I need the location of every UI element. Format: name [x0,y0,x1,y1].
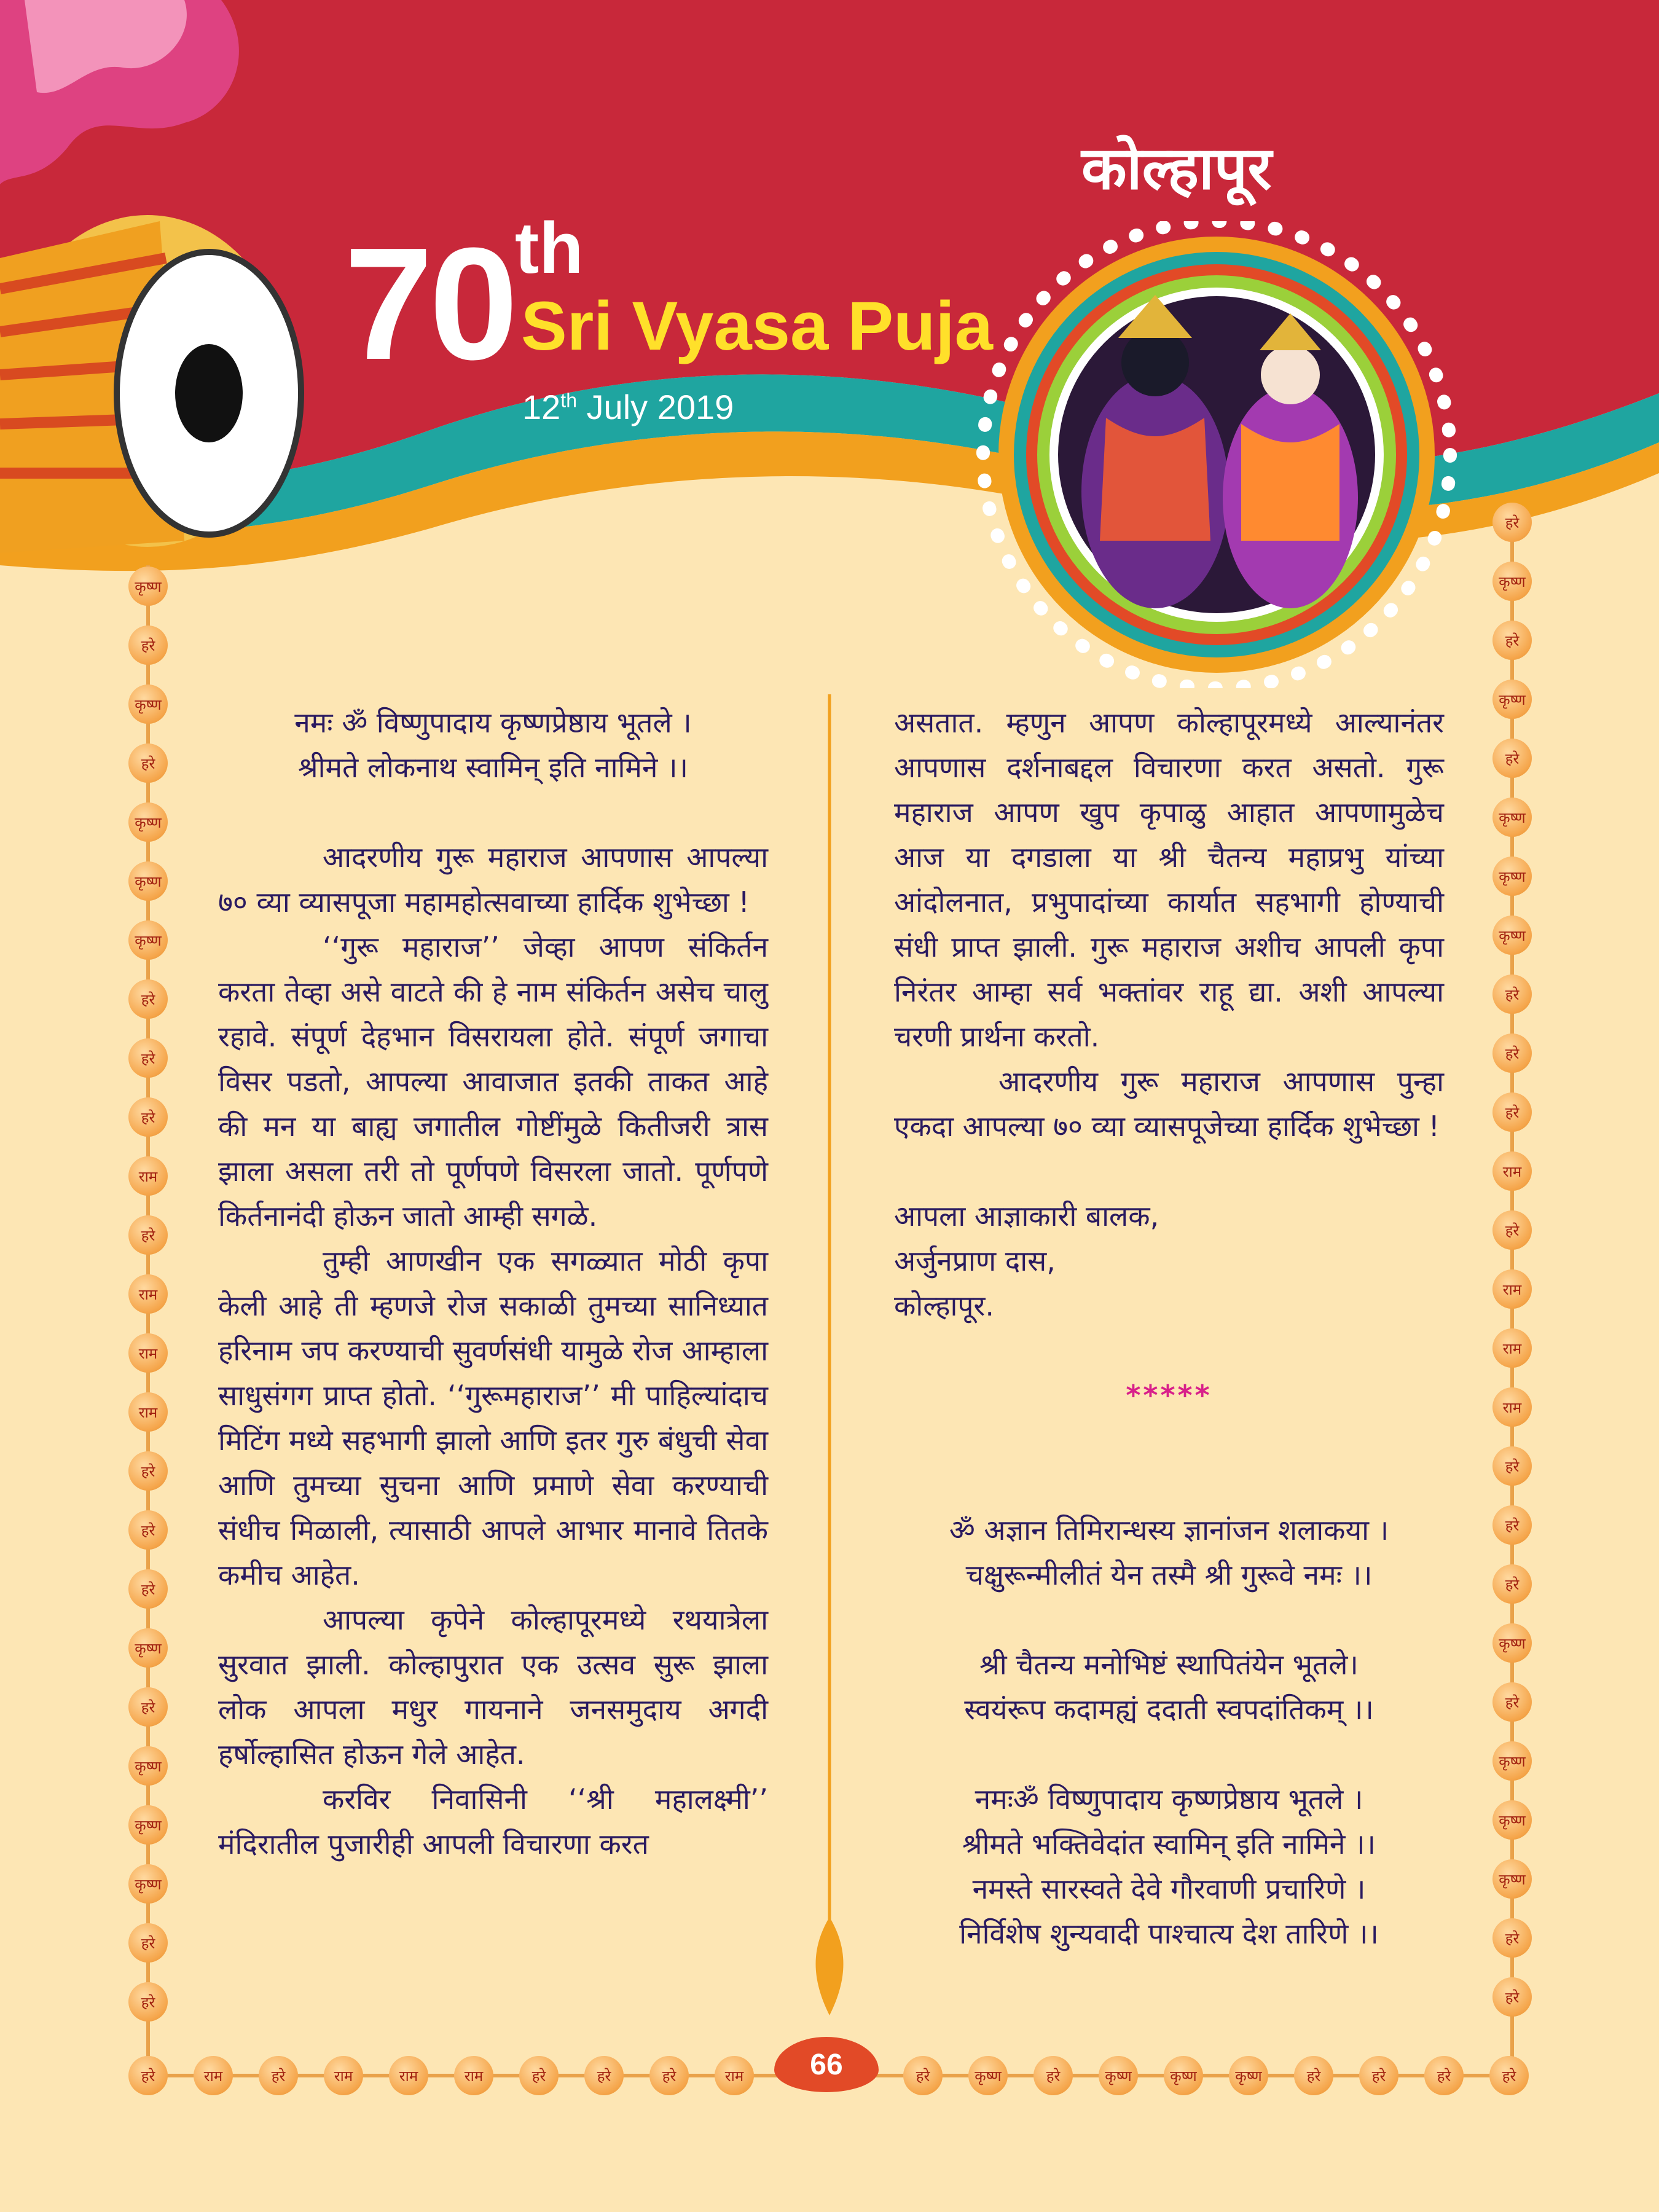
mantra-bead: कृष्ण [128,861,168,901]
mantra-bead: हरे [128,1982,168,2022]
column-divider [805,694,854,2022]
paragraph-mahalakshmi: करविर निवासिनी ‘‘श्री महालक्ष्मी’’ मंदिरातील पुजारीही आपली विचारणा करत [218,1783,768,1861]
mantra-bead: राम [128,1392,168,1432]
mantra-bead: हरे [128,2056,168,2095]
mantra-bead: हरे [1492,975,1532,1014]
mantra-bead: हरे [1489,2056,1529,2095]
mantra-bead: कृष्ण [128,1864,168,1904]
prabhupada-pranati-line-4: निर्विशेष शुन्यवादी पाश्चात्य देश तारिणे ।। [959,1917,1379,1950]
mantra-bead: हरे [1033,2056,1073,2095]
mantra-bead: हरे [1492,1446,1532,1486]
edition-ordinal: th [515,208,584,289]
paragraph-kirtan: ‘‘गुरू महाराज’’ जेव्हा आपण संकिर्तन करता तेव्हा असे वाटते की हे नाम संकिर्तन असेच चालु रहावे. संपूर्ण देहभान विसरायला होते. संपूर्ण जगाचा विसर पडतो, आपल्या आवाजात इतकी ताकत आहे की मन या बाह्य जगातील गोष्टींमुळे कितीजरी त्रास झाला असला तरी तो पूर्णपणे विसरला जातो. पूर्णपणे किर्तनानंदी होऊन जातो आम्ही सगळे. [218,930,768,1233]
signature-name: अर्जुनप्राण दास, [894,1244,1056,1277]
mantra-bead: राम [128,1333,168,1373]
guru-prayer-line-1: ॐ अज्ञान तिमिरान्धस्य ज्ञानांजन शलाकया । [949,1513,1389,1547]
mantra-bead: कृष्ण [1229,2056,1268,2095]
mantra-bead: हरे [1492,1977,1532,2017]
mantra-bead: कृष्ण [968,2056,1008,2095]
paragraph-darshan: असतात. म्हणुन आपण कोल्हापूरमध्ये आल्यानंतर आपणास दर्शनाबद्दल विचारणा करत असतो. गुरू महाराज आपण खुप कृपाळु आहात आपणामुळेच आज या दगडाला या श्री चैतन्य महाप्रभु यांच्या आंदोलनात, प्रभुपादांच्या कार्यात सहभागी होण्याची संधी प्राप्त झाली. गुरू महाराज अशीच आपली कृपा निरंतर आम्हा सर्व भक्तांवर राहू द्या. अशी आपल्या चरणी प्रार्थना करतो. [894,706,1444,1053]
mantra-bead: राम [1492,1328,1532,1368]
mantra-bead: कृष्ण [1492,562,1532,601]
paragraph-closing-wishes: आदरणीय गुरू महाराज आपणास पुन्हा एकदा आपल्या ७० व्या व्यासपूजेच्या हार्दिक शुभेच्छा ! [894,1065,1444,1143]
mantra-bead: हरे [584,2056,624,2095]
mantra-bead: कृष्ण [1492,1859,1532,1899]
mantra-bead: हरे [128,1510,168,1550]
mantra-bead: हरे [1492,1918,1532,1958]
letter-left-column [218,700,768,1867]
mantra-bead: कृष्ण [128,684,168,724]
mantra-bead: हरे [128,1451,168,1491]
mantra-bead: हरे [128,1569,168,1609]
opening-verse-line-2: श्रीमते लोकनाथ स्वामिन् इति नामिने ।। [298,751,688,784]
prabhupada-pranati-line-3: नमस्ते सारस्वते देवे गौरवाणी प्रचारिणे । [972,1872,1366,1905]
opening-verse-line-1: नमः ॐ विष्णुपादाय कृष्णप्रेष्ठाय भूतले । [294,706,692,739]
mantra-bead: राम [128,1156,168,1196]
mantra-bead: कृष्ण [128,1746,168,1786]
mantra-bead: हरे [1492,1033,1532,1073]
page-number: 66 [774,2037,879,2092]
mantra-bead: कृष्ण [128,920,168,960]
mantra-bead: कृष्ण [1492,1623,1532,1663]
mantra-bead: हरे [128,979,168,1019]
mantra-bead: कृष्ण [1492,916,1532,955]
mantra-bead: राम [1492,1151,1532,1191]
city-title: कोल्हापूर [1081,134,1272,203]
left-border-string [146,565,150,2077]
mantra-bead: हरे [1492,739,1532,778]
mantra-bead: हरे [1492,1682,1532,1722]
mantra-bead: हरे [128,1687,168,1727]
mantra-bead: कृष्ण [1492,857,1532,896]
letter-right-column [894,700,1444,1956]
prabhupada-pranati-line-1: नमःॐ विष्णुपादाय कृष्णप्रेष्ठाय भूतले । [975,1783,1363,1816]
mantra-bead: हरे [128,1097,168,1137]
mantra-bead: कृष्ण [128,1628,168,1668]
signature-city: कोल्हापूर. [894,1289,994,1322]
mantra-bead: हरे [903,2056,943,2095]
mantra-bead: हरे [1359,2056,1398,2095]
mantra-bead: राम [1492,1387,1532,1427]
mantra-bead: कृष्ण [128,802,168,842]
date-ordinal: th [560,389,577,412]
paragraph-greeting: आदरणीय गुरू महाराज आपणास आपल्या ७० व्या व्यासपूजा महामहोत्सवाच्या हार्दिक शुभेच्छा ! [218,841,768,919]
mantra-bead: हरे [1492,1210,1532,1250]
mantra-bead: हरे [128,1215,168,1255]
deity-medallion-frame [959,221,1475,688]
mantra-bead: कृष्ण [1164,2056,1203,2095]
mantra-bead: हरे [128,743,168,783]
mantra-bead: कृष्ण [1492,798,1532,837]
mantra-bead: हरे [1294,2056,1333,2095]
mantra-bead: हरे [128,1923,168,1963]
date-month-year: July 2019 [586,388,734,426]
mantra-bead: कृष्ण [1492,1741,1532,1781]
date-day: 12 [522,388,561,426]
prabhupada-pranati-line-2: श्रीमते भक्तिवेदांत स्वामिन् इति नामिने ।। [962,1827,1376,1861]
mantra-bead: राम [324,2056,363,2095]
mantra-bead: हरे [649,2056,689,2095]
mantra-bead: कृष्ण [1099,2056,1138,2095]
chaitanya-prayer-line-2: स्वयंरूप कदामह्यं ददाती स्वपदांतिकम् ।। [964,1693,1374,1726]
event-date [522,387,734,427]
mantra-bead: हरे [1492,1505,1532,1545]
mantra-bead: राम [128,1274,168,1314]
mantra-bead: राम [389,2056,428,2095]
mantra-bead: हरे [128,626,168,665]
section-separator-stars: ***** [1126,1379,1212,1412]
mantra-bead: राम [715,2056,754,2095]
paragraph-rathayatra: आपल्या कृपेने कोल्हापूरमध्ये रथयात्रेला सुरवात झाली. कोल्हापुरात एक उत्सव सुरू झाला लोक आपला मधुर गायनाने जनसमुदाय अगदी हर्षोल्हासित होऊन गेले आहेत. [218,1603,768,1771]
signature-line-1: आपला आज्ञाकारी बालक, [894,1199,1159,1233]
mantra-bead: हरे [1492,503,1532,542]
guru-prayer-line-2: चक्षुरून्मीलीतं येन तस्मै श्री गुरूवे नमः ।। [965,1558,1373,1591]
mantra-bead: कृष्ण [128,567,168,606]
paragraph-japa: तुम्ही आणखीन एक सगळ्यात मोठी कृपा केली आहे ती म्हणजे रोज सकाळी तुमच्या सानिध्यात हरिनाम जप करण्याची सुवर्णसंधी यामुळे रोज आम्हाला साधुसंगग प्राप्त होतो. ‘‘गुरूमहाराज’’ मी पाहिल्यांदाच मिटिंग मध्ये सहभागी झालो आणि इतर गुरु बंधुची सेवा आणि तुमच्या सुचना आणि प्रमाणे सेवा करण्याची संधीच मिळाली, त्यासाठी आपले आभार मानावे तितके कमीच आहेत. [218,1244,768,1591]
mantra-bead: राम [1492,1269,1532,1309]
mantra-bead: कृष्ण [128,1805,168,1845]
mantra-bead: राम [194,2056,233,2095]
mantra-bead: हरे [519,2056,559,2095]
mantra-bead: हरे [1424,2056,1464,2095]
mantra-bead: हरे [1492,621,1532,660]
mantra-bead: हरे [128,1038,168,1078]
mantra-bead: हरे [1492,1564,1532,1604]
mantra-bead: राम [454,2056,493,2095]
event-title: Sri Vyasa Puja [521,288,993,364]
chaitanya-prayer-line-1: श्री चैतन्य मनोभिष्टं स्थापितंयेन भूतले। [979,1648,1359,1681]
mantra-bead: कृष्ण [1492,680,1532,719]
mantra-bead: हरे [1492,1092,1532,1132]
edition-number: 70 [344,215,515,393]
mantra-bead: कृष्ण [1492,1800,1532,1840]
mantra-bead: हरे [259,2056,298,2095]
